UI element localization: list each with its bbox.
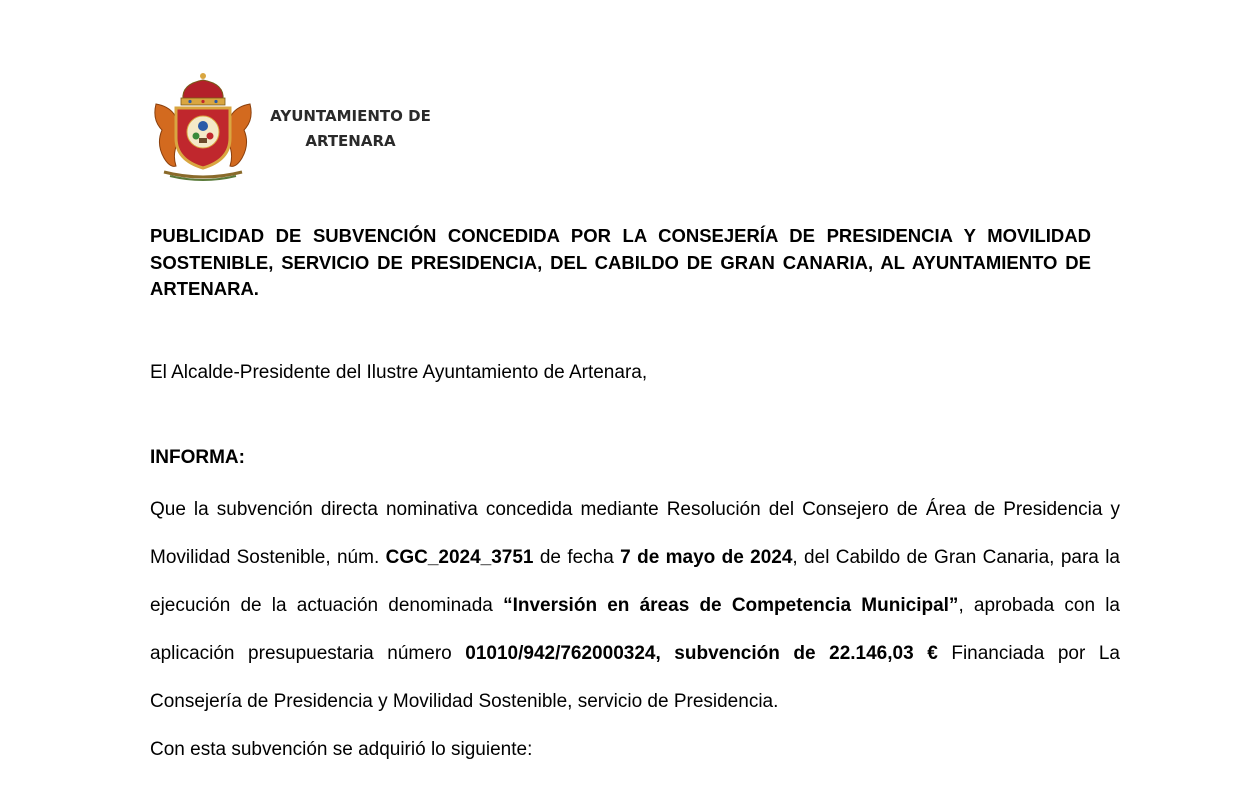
action-name: “Inversión en áreas de Competencia Municipal” bbox=[503, 595, 959, 616]
org-name-line1: AYUNTAMIENTO DE bbox=[270, 107, 431, 125]
informa-heading: INFORMA: bbox=[150, 447, 245, 468]
org-name-line2: ARTENARA bbox=[305, 132, 396, 150]
body-paragraph bbox=[150, 486, 1120, 726]
resolution-date: 7 de mayo de 2024 bbox=[620, 547, 793, 568]
closing-line: Con esta subvención se adquirió lo siguiente: bbox=[150, 739, 533, 760]
resolution-number: CGC_2024_3751 bbox=[385, 547, 534, 568]
letterhead bbox=[150, 72, 450, 184]
body-text-3: , del Cabildo de Gran Canaria, para la ejecución de la actuación denominada bbox=[150, 547, 1120, 616]
budget-application: 01010/942/762000324, subvención de 22.146,03 € bbox=[465, 643, 938, 664]
body-text-2: de fecha bbox=[533, 547, 621, 568]
body-text-5: Financiada por La Consejería de Presidencia y Movilidad Sostenible, servicio de Presidencia. bbox=[150, 643, 1120, 712]
body-text-1: Que la subvención directa nominativa concedida mediante Resolución del Consejero de Área de Presidencia y Movilidad Sostenible, núm. bbox=[150, 499, 1120, 568]
intro-line: El Alcalde-Presidente del Ilustre Ayuntamiento de Artenara, bbox=[150, 362, 648, 383]
document-title: PUBLICIDAD DE SUBVENCIÓN CONCEDIDA POR LA CONSEJERÍA DE PRESIDENCIA Y MOVILIDAD SOSTENIBLE, SERVICIO DE PRESIDENCIA, DEL CABILDO DE GRAN CANARIA, AL AYUNTAMIENTO DE ARTENARA. bbox=[150, 225, 1091, 299]
body-text-4: , aprobada con la aplicación presupuestaria número bbox=[150, 595, 1121, 664]
coat-of-arms-icon bbox=[150, 72, 256, 184]
organization-name bbox=[258, 104, 443, 154]
